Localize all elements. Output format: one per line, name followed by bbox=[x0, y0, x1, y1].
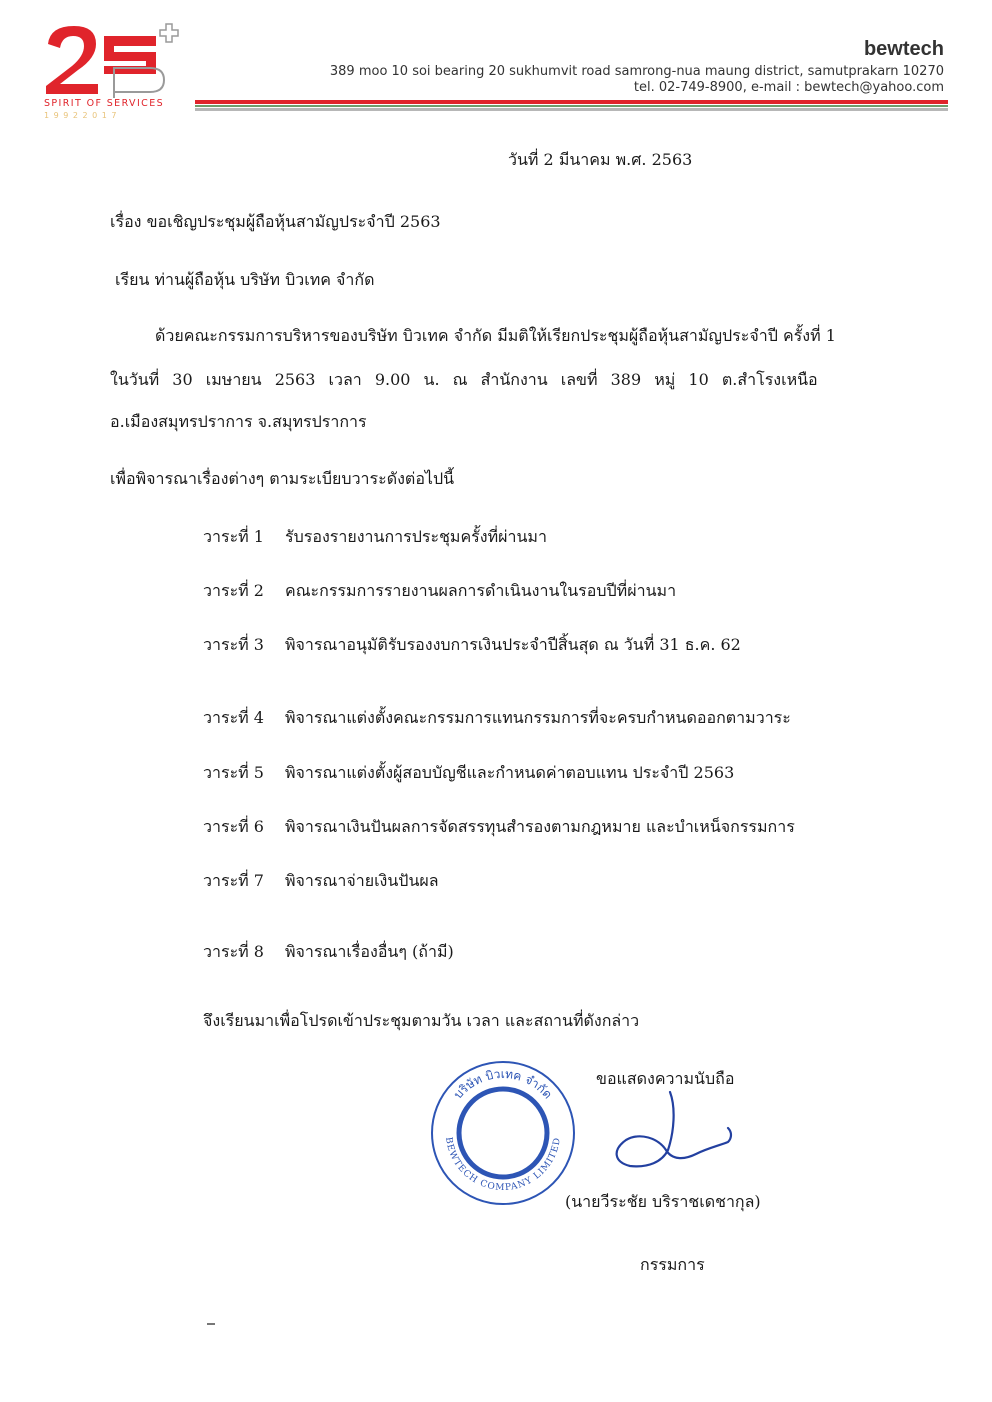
header-rule-red bbox=[195, 100, 948, 104]
agenda-number: วาระที่ 5 bbox=[203, 763, 264, 782]
paragraph-line: ด้วยคณะกรรมการบริหารของบริษัท บิวเทค จำกัด มีมติให้เรียกประชุมผู้ถือหุ้นสามัญประจำปี ครั้งที่ 1 bbox=[155, 326, 836, 345]
agenda-intro: เพื่อพิจารณาเรื่องต่างๆ ตามระเบียบวาระดังต่อไปนี้ bbox=[110, 469, 455, 488]
closing-line: จึงเรียนมาเพื่อโปรดเข้าประชุมตามวัน เวลา และสถานที่ดังกล่าว bbox=[203, 1011, 640, 1030]
agenda-item: พิจารณาจ่ายเงินปันผล bbox=[285, 871, 439, 890]
company-logo bbox=[40, 22, 190, 122]
agenda-item: พิจารณาแต่งตั้งคณะกรรมการแทนกรรมการที่จะครบกำหนดออกตามวาระ bbox=[285, 708, 791, 727]
agenda-number: วาระที่ 8 bbox=[203, 942, 264, 961]
agenda-item: คณะกรรมการรายงานผลการดำเนินงานในรอบปีที่ผ่านมา bbox=[285, 581, 677, 600]
logo-years: 1 9 9 2 2 0 1 7 bbox=[44, 111, 118, 120]
company-seal bbox=[428, 1058, 578, 1208]
header-rule-grey bbox=[195, 108, 948, 111]
letter-salutation: เรียน ท่านผู้ถือหุ้น บริษัท บิวเทค จำกัด bbox=[115, 270, 375, 289]
agenda-item: รับรองรายงานการประชุมครั้งที่ผ่านมา bbox=[285, 527, 547, 546]
page-mark bbox=[207, 1323, 215, 1325]
seal-bottom-text: BEWTECH COMPANY LIMITED bbox=[443, 1136, 563, 1194]
seal-top-text: บริษัท บิวเทค จำกัด bbox=[450, 1066, 556, 1102]
regards-text: ขอแสดงความนับถือ bbox=[596, 1069, 735, 1088]
agenda-number: วาระที่ 6 bbox=[203, 817, 264, 836]
signer-name: (นายวีระชัย บริราชเดชากุล) bbox=[565, 1192, 761, 1211]
agenda-item: พิจารณาอนุมัติรับรองงบการเงินประจำปีสิ้นสุด ณ วันที่ 31 ธ.ค. 62 bbox=[285, 635, 741, 654]
agenda-number: วาระที่ 3 bbox=[203, 635, 264, 654]
header-rule-green bbox=[195, 105, 948, 107]
agenda-item: พิจารณาเงินปันผลการจัดสรรทุนสำรองตามกฎหมาย และบำเหน็จกรรมการ bbox=[285, 817, 795, 836]
signer-title: กรรมการ bbox=[640, 1255, 705, 1274]
logo-tagline: SPIRIT OF SERVICES bbox=[44, 98, 165, 109]
letter-date: วันที่ 2 มีนาคม พ.ศ. 2563 bbox=[508, 150, 693, 169]
agenda-item: พิจารณาเรื่องอื่นๆ (ถ้ามี) bbox=[285, 942, 454, 961]
agenda-number: วาระที่ 1 bbox=[203, 527, 264, 546]
paragraph-line: อ.เมืองสมุทรปราการ จ.สมุทรปราการ bbox=[110, 412, 367, 431]
paragraph-line: ในวันที่ 30 เมษายน 2563 เวลา 9.00 น. ณ สำนักงาน เลขที่ 389 หมู่ 10 ต.สำโรงเหนือ bbox=[110, 370, 818, 389]
signature bbox=[608, 1088, 748, 1172]
company-address: 389 moo 10 soi bearing 20 sukhumvit road samrong-nua maung district, samutprakarn 10270 bbox=[329, 64, 944, 79]
agenda-number: วาระที่ 7 bbox=[203, 871, 264, 890]
agenda-item: พิจารณาแต่งตั้งผู้สอบบัญชีและกำหนดค่าตอบแทน ประจำปี 2563 bbox=[285, 763, 735, 782]
agenda-number: วาระที่ 4 bbox=[203, 708, 264, 727]
company-contact: tel. 02-749-8900, e-mail : bewtech@yahoo.com bbox=[633, 80, 944, 95]
company-name: bewtech bbox=[863, 38, 944, 60]
letter-subject: เรื่อง ขอเชิญประชุมผู้ถือหุ้นสามัญประจำปี 2563 bbox=[110, 212, 441, 231]
agenda-number: วาระที่ 2 bbox=[203, 581, 264, 600]
